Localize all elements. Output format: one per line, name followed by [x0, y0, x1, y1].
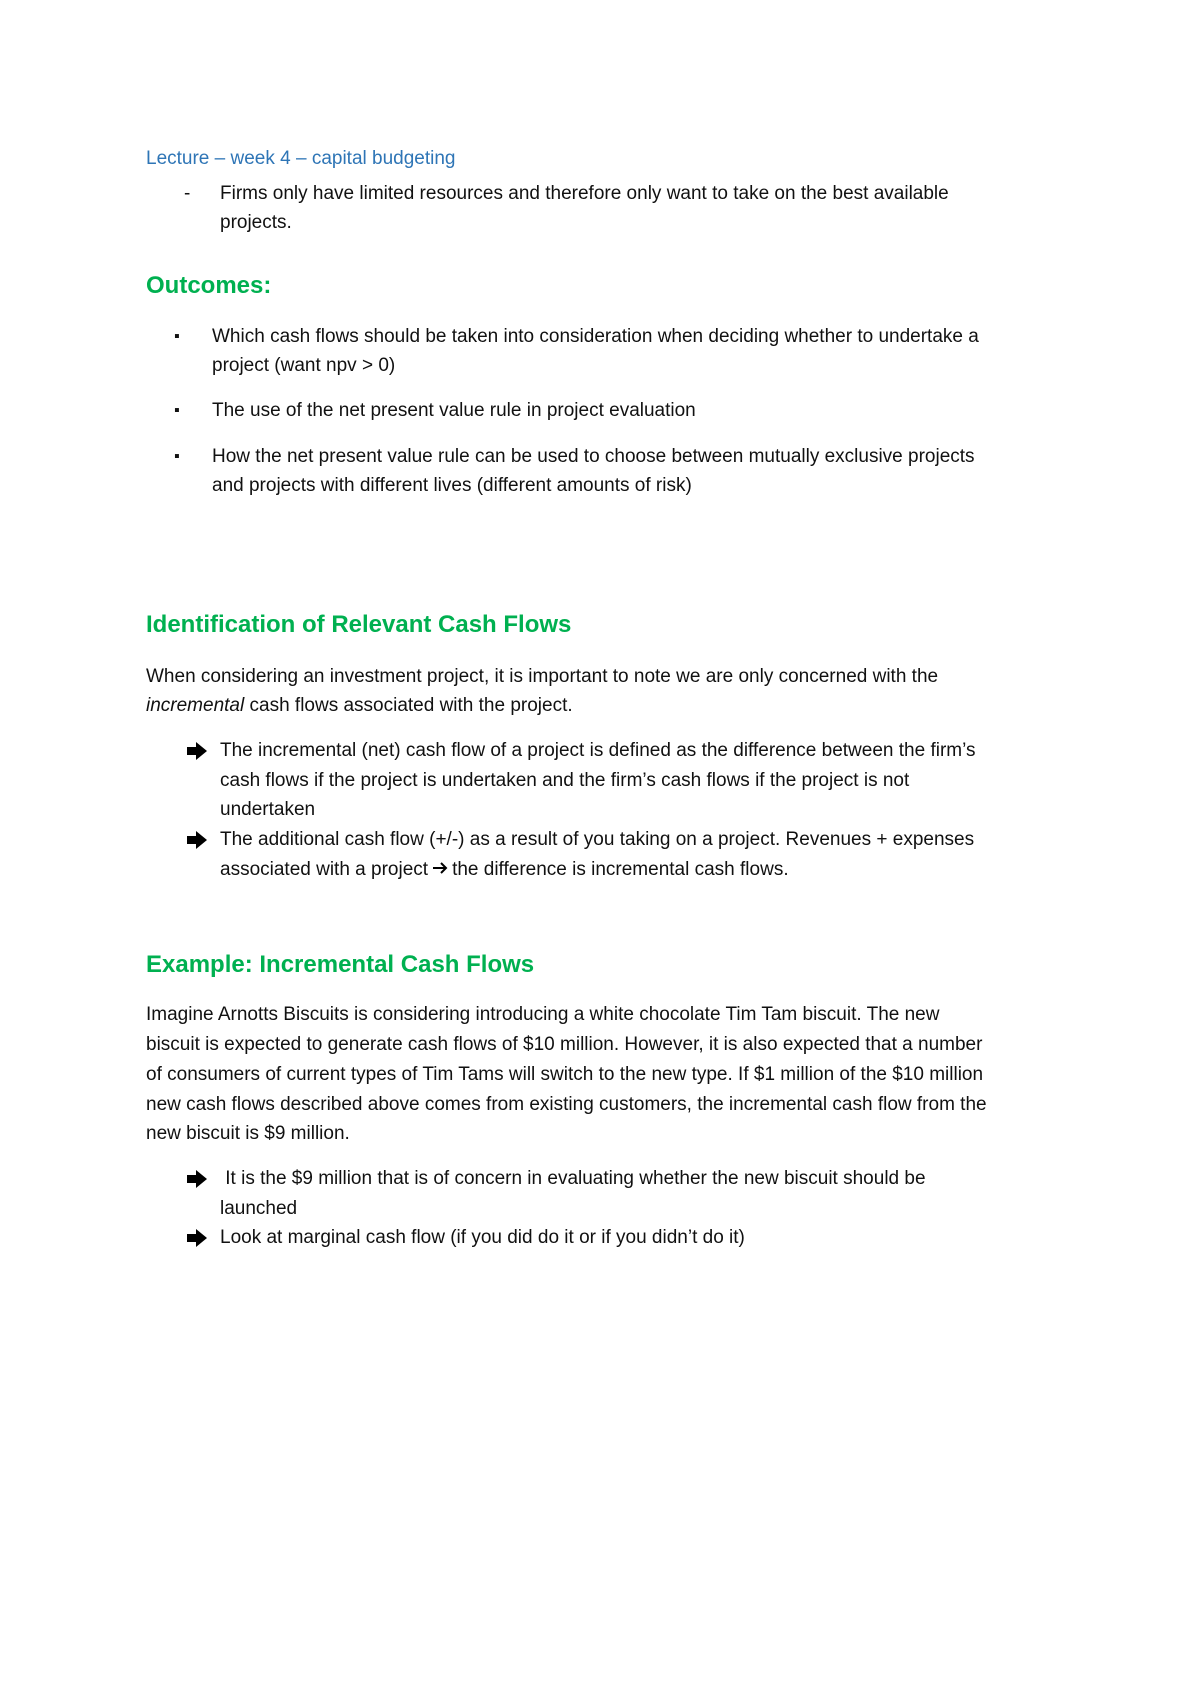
ident-arrow-2-line-2-before: associated with a project	[220, 859, 429, 880]
bullet-marker: ▪	[174, 448, 180, 465]
outcome-1-line-2: project (want npv > 0)	[212, 355, 396, 376]
arrow-right-icon	[186, 1227, 208, 1249]
incremental-italic: incremental	[146, 695, 245, 716]
example-arrow-1-line-1: It is the $9 million that is of concern in evaluating whether the new biscuit should be	[220, 1168, 926, 1189]
arrow-right-icon	[186, 829, 208, 851]
example-para-line-2: biscuit is expected to generate cash flows of $10 million. However, it is also expected that a number	[146, 1034, 983, 1055]
dash-marker: -	[184, 183, 191, 204]
outcome-2-line-1: The use of the net present value rule in project evaluation	[212, 400, 696, 421]
lecture-title: Lecture – week 4 – capital budgeting	[146, 148, 456, 169]
bullet-marker: ▪	[174, 402, 180, 419]
ident-arrow-2-line-1: The additional cash flow (+/-) as a result of you taking on a project. Revenues + expenses	[220, 829, 975, 850]
identification-heading: Identification of Relevant Cash Flows	[146, 611, 572, 638]
outcome-3-line-2: and projects with different lives (different amounts of risk)	[212, 475, 692, 496]
arrow-right-icon	[186, 1168, 208, 1190]
outcomes-heading: Outcomes:	[146, 272, 272, 299]
bullet-marker: ▪	[174, 328, 180, 345]
example-heading: Example: Incremental Cash Flows	[146, 951, 535, 978]
ident-arrow-2-line-2-after: the difference is incremental cash flows.	[452, 859, 789, 880]
inline-arrow-icon	[432, 861, 448, 875]
example-arrow-1-line-2: launched	[220, 1198, 298, 1219]
example-para-line-3: of consumers of current types of Tim Tams will switch to the new type. If $1 million of the $10 million	[146, 1064, 984, 1085]
ident-arrow-1-line-1: The incremental (net) cash flow of a project is defined as the difference between the firm’s	[220, 740, 976, 761]
ident-arrow-1-line-3: undertaken	[220, 799, 316, 820]
example-arrow-2-line-1: Look at marginal cash flow (if you did do it or if you didn’t do it)	[220, 1227, 745, 1248]
ident-arrow-2-line-2	[220, 855, 789, 885]
ident-arrow-1-line-2: cash flows if the project is undertaken and the firm’s cash flows if the project is not	[220, 770, 910, 791]
outcome-3-line-1: How the net present value rule can be used to choose between mutually exclusive projects	[212, 446, 975, 467]
example-para-line-4: new cash flows described above comes from existing customers, the incremental cash flow from the	[146, 1094, 987, 1115]
intro-line-1: Firms only have limited resources and therefore only want to take on the best available	[220, 183, 949, 204]
identification-para-line-2-rest: cash flows associated with the project.	[244, 695, 573, 716]
identification-para-line-2	[146, 691, 573, 721]
example-para-line-5: new biscuit is $9 million.	[146, 1123, 350, 1144]
outcome-1-line-1: Which cash flows should be taken into consideration when deciding whether to undertake a	[212, 326, 979, 347]
identification-para-line-1: When considering an investment project, it is important to note we are only concerned with the	[146, 666, 939, 687]
example-para-line-1: Imagine Arnotts Biscuits is considering introducing a white chocolate Tim Tam biscuit. The new	[146, 1004, 940, 1025]
intro-line-2: projects.	[220, 212, 292, 233]
arrow-right-icon	[186, 740, 208, 762]
